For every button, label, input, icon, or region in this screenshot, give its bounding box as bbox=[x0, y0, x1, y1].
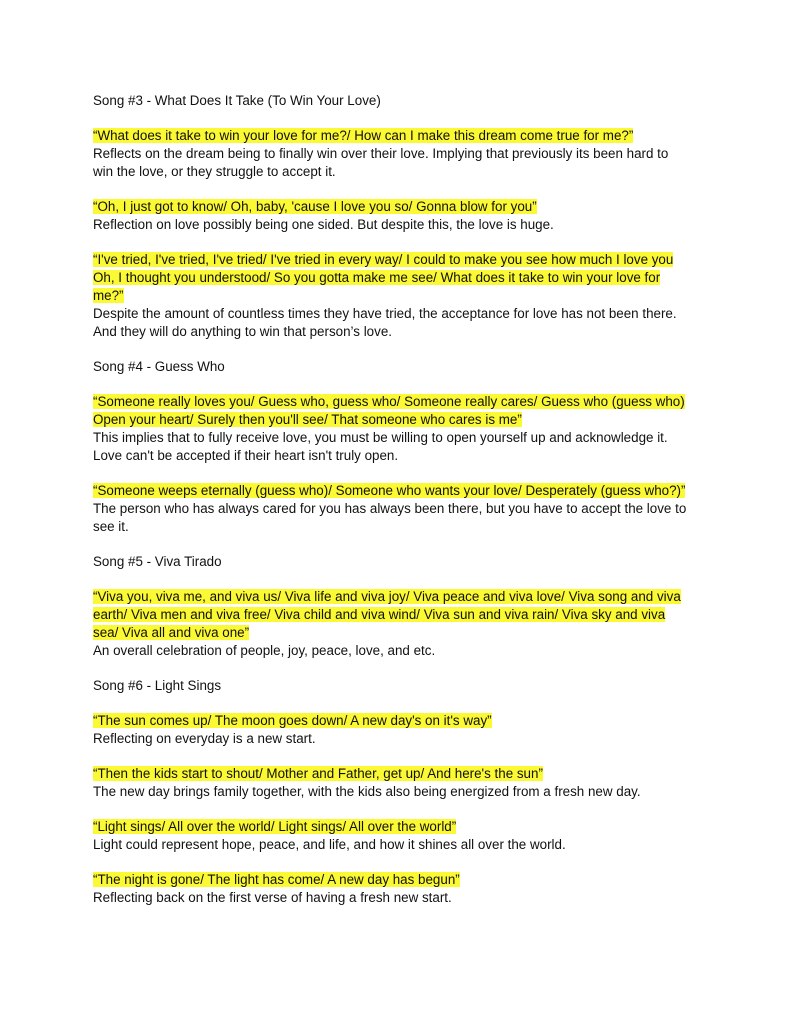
lyric-line bbox=[93, 624, 703, 642]
lyric-entry bbox=[93, 251, 703, 341]
lyric-entry bbox=[93, 482, 703, 536]
lyric-line bbox=[93, 818, 703, 836]
commentary-line: Reflects on the dream being to finally win over their love. Implying that previously its been hard to bbox=[93, 146, 669, 161]
song-section bbox=[93, 358, 703, 536]
commentary-line: An overall celebration of people, joy, peace, love, and etc. bbox=[93, 643, 436, 658]
lyric-entry bbox=[93, 393, 703, 465]
lyric-highlight: Open your heart/ Surely then you'll see/ That someone who cares is me” bbox=[93, 412, 522, 427]
song-title: Song #6 - Light Sings bbox=[93, 678, 222, 693]
commentary bbox=[93, 429, 703, 465]
commentary-line: see it. bbox=[93, 519, 129, 534]
lyric-line bbox=[93, 871, 703, 889]
lyric-quote bbox=[93, 251, 703, 305]
song-title: Song #5 - Viva Tirado bbox=[93, 554, 222, 569]
commentary bbox=[93, 145, 703, 181]
lyric-quote bbox=[93, 198, 703, 216]
lyric-entry bbox=[93, 712, 703, 748]
song-title: Song #3 - What Does It Take (To Win Your Love) bbox=[93, 93, 381, 108]
lyric-entry bbox=[93, 818, 703, 854]
lyric-quote bbox=[93, 765, 703, 783]
lyric-entry bbox=[93, 871, 703, 907]
lyric-line bbox=[93, 588, 703, 606]
commentary-line: win the love, or they struggle to accept it. bbox=[93, 164, 336, 179]
lyric-quote bbox=[93, 393, 703, 429]
commentary bbox=[93, 836, 703, 854]
song-section bbox=[93, 677, 703, 907]
lyric-highlight: “Light sings/ All over the world/ Light sings/ All over the world” bbox=[93, 819, 457, 834]
commentary bbox=[93, 500, 703, 536]
lyric-line bbox=[93, 411, 703, 429]
commentary-line: The person who has always cared for you has always been there, but you have to accept the love to bbox=[93, 501, 687, 516]
lyric-highlight: “I've tried, I've tried, I've tried/ I've tried in every way/ I could to make you see how much I love you bbox=[93, 252, 674, 267]
lyric-highlight: “Someone weeps eternally (guess who)/ Someone who wants your love/ Desperately (guess who?)” bbox=[93, 483, 686, 498]
lyric-line bbox=[93, 393, 703, 411]
lyric-line bbox=[93, 269, 703, 287]
song-section bbox=[93, 553, 703, 660]
document-body bbox=[93, 92, 703, 924]
lyric-line bbox=[93, 127, 703, 145]
lyric-quote bbox=[93, 482, 703, 500]
lyric-highlight: “The sun comes up/ The moon goes down/ A new day's on it's way” bbox=[93, 713, 492, 728]
commentary bbox=[93, 642, 703, 660]
commentary-line: Reflection on love possibly being one sided. But despite this, the love is huge. bbox=[93, 217, 554, 232]
commentary-line: This implies that to fully receive love, you must be willing to open yourself up and acknowledge it. bbox=[93, 430, 668, 445]
lyric-highlight: Oh, I thought you understood/ So you gotta make me see/ What does it take to win your love for bbox=[93, 270, 661, 285]
commentary bbox=[93, 730, 703, 748]
lyric-quote bbox=[93, 871, 703, 889]
lyric-highlight: “The night is gone/ The light has come/ A new day has begun” bbox=[93, 872, 460, 887]
commentary bbox=[93, 889, 703, 907]
lyric-entry bbox=[93, 198, 703, 234]
lyric-highlight: “Then the kids start to shout/ Mother and Father, get up/ And here's the sun” bbox=[93, 766, 543, 781]
lyric-entry bbox=[93, 765, 703, 801]
lyric-highlight: me?” bbox=[93, 288, 124, 303]
commentary bbox=[93, 783, 703, 801]
lyric-highlight: “Oh, I just got to know/ Oh, baby, 'cause I love you so/ Gonna blow for you” bbox=[93, 199, 537, 214]
commentary-line: Reflecting back on the first verse of having a fresh new start. bbox=[93, 890, 452, 905]
song-title: Song #4 - Guess Who bbox=[93, 359, 225, 374]
lyric-line bbox=[93, 198, 703, 216]
lyric-highlight: “What does it take to win your love for me?/ How can I make this dream come true for me?” bbox=[93, 128, 634, 143]
lyric-quote bbox=[93, 127, 703, 145]
song-section bbox=[93, 92, 703, 341]
lyric-quote bbox=[93, 818, 703, 836]
lyric-line bbox=[93, 287, 703, 305]
commentary-line: Despite the amount of countless times they have tried, the acceptance for love has not been there. bbox=[93, 306, 677, 321]
lyric-line bbox=[93, 482, 703, 500]
lyric-line bbox=[93, 765, 703, 783]
commentary-line: Love can't be accepted if their heart isn't truly open. bbox=[93, 448, 399, 463]
lyric-quote bbox=[93, 588, 703, 642]
commentary bbox=[93, 216, 703, 234]
commentary-line: Light could represent hope, peace, and life, and how it shines all over the world. bbox=[93, 837, 566, 852]
lyric-line bbox=[93, 606, 703, 624]
lyric-highlight: “Someone really loves you/ Guess who, guess who/ Someone really cares/ Guess who (guess who) bbox=[93, 394, 685, 409]
lyric-entry bbox=[93, 127, 703, 181]
lyric-highlight: “Viva you, viva me, and viva us/ Viva life and viva joy/ Viva peace and viva love/ Viva song and viva bbox=[93, 589, 681, 604]
lyric-line bbox=[93, 251, 703, 269]
commentary-line: Reflecting on everyday is a new start. bbox=[93, 731, 316, 746]
commentary-line: And they will do anything to win that person’s love. bbox=[93, 324, 392, 339]
lyric-entry bbox=[93, 588, 703, 660]
commentary bbox=[93, 305, 703, 341]
lyric-highlight: earth/ Viva men and viva free/ Viva child and viva wind/ Viva sun and viva rain/ Viva sky and viva bbox=[93, 607, 666, 622]
lyric-quote bbox=[93, 712, 703, 730]
lyric-highlight: sea/ Viva all and viva one” bbox=[93, 625, 250, 640]
commentary-line: The new day brings family together, with the kids also being energized from a fresh new day. bbox=[93, 784, 641, 799]
lyric-line bbox=[93, 712, 703, 730]
